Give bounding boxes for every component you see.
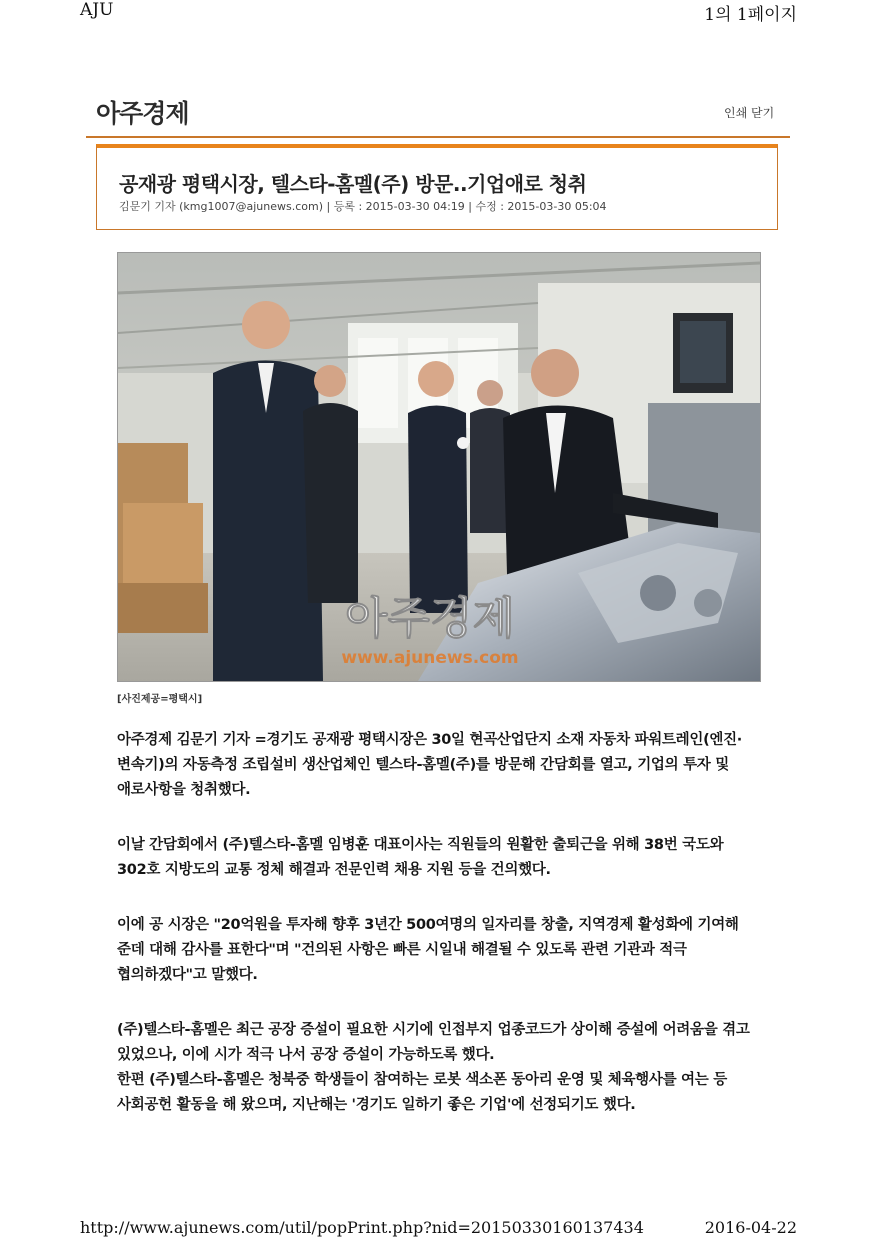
- article-byline: 김문기 기자 (kmg1007@ajunews.com) | 등록 : 2015-03-30 04:19 | 수정 : 2015-03-30 05:04: [119, 200, 607, 213]
- article-photo: [117, 252, 761, 682]
- print-header-site: AJU: [80, 0, 114, 20]
- header-divider: [86, 136, 790, 138]
- print-footer-date: 2016-04-22: [704, 1218, 797, 1237]
- article-paragraph: 이에 공 시장은 "20억원을 투자해 향후 3년간 500여명의 일자리를 창출, 지역경제 활성화에 기여해 준데 대해 감사를 표한다"며 "건의된 사항은 빠른 시일내 해결될 수 있도록 관련 기관과 적극 협의하겠다"고 말했다.: [117, 917, 739, 983]
- print-footer-url: http://www.ajunews.com/util/popPrint.php?nid=20150330160137434: [80, 1218, 644, 1237]
- article-paragraph: 이날 간담회에서 (주)텔스타-홈멜 임병훈 대표이사는 직원들의 원활한 출퇴근을 위해 38번 국도와 302호 지방도의 교통 정체 해결과 전문인력 채용 지원 등을 건의했다.: [117, 837, 724, 878]
- print-header-page-count: 1의 1페이지: [704, 5, 797, 25]
- close-link[interactable]: 닫기: [751, 106, 775, 120]
- site-logo[interactable]: 아주경제: [96, 99, 189, 128]
- article-body: [117, 728, 763, 1148]
- print-link[interactable]: 인쇄: [724, 106, 748, 120]
- article-paragraph: (주)텔스타-홈멜은 최근 공장 증설이 필요한 시기에 인접부지 업종코드가 상이해 증설에 어려움을 겪고 있었으나, 이에 시가 적극 나서 공장 증설이 가능하도록 했다.: [117, 1022, 750, 1063]
- print-close-links: [724, 104, 774, 121]
- article-headline: 공재광 평택시장, 텔스타-홈멜(주) 방문..기업애로 청취: [119, 172, 587, 196]
- article-title-box: [96, 144, 778, 230]
- article-paragraph: 아주경제 김문기 기자 =경기도 공재광 평택시장은 30일 현곡산업단지 소재 자동차 파워트레인(엔진·변속기)의 자동측정 조립설비 생산업체인 텔스타-홈멜(주)를 방문해 간담회를 열고, 기업의 투자 및 애로사항을 청취했다.: [117, 732, 743, 798]
- photo-watermark-url: www.ajunews.com: [341, 648, 519, 668]
- photo-caption: [사진제공=평택시]: [117, 694, 203, 705]
- photo-watermark: 아주경제: [344, 593, 516, 644]
- article-paragraph: 한편 (주)텔스타-홈멜은 청북중 학생들이 참여하는 로봇 색소폰 동아리 운영 및 체육행사를 여는 등 사회공헌 활동을 해 왔으며, 지난해는 '경기도 일하기 좋은 기업'에 선정되기도 했다.: [117, 1072, 727, 1113]
